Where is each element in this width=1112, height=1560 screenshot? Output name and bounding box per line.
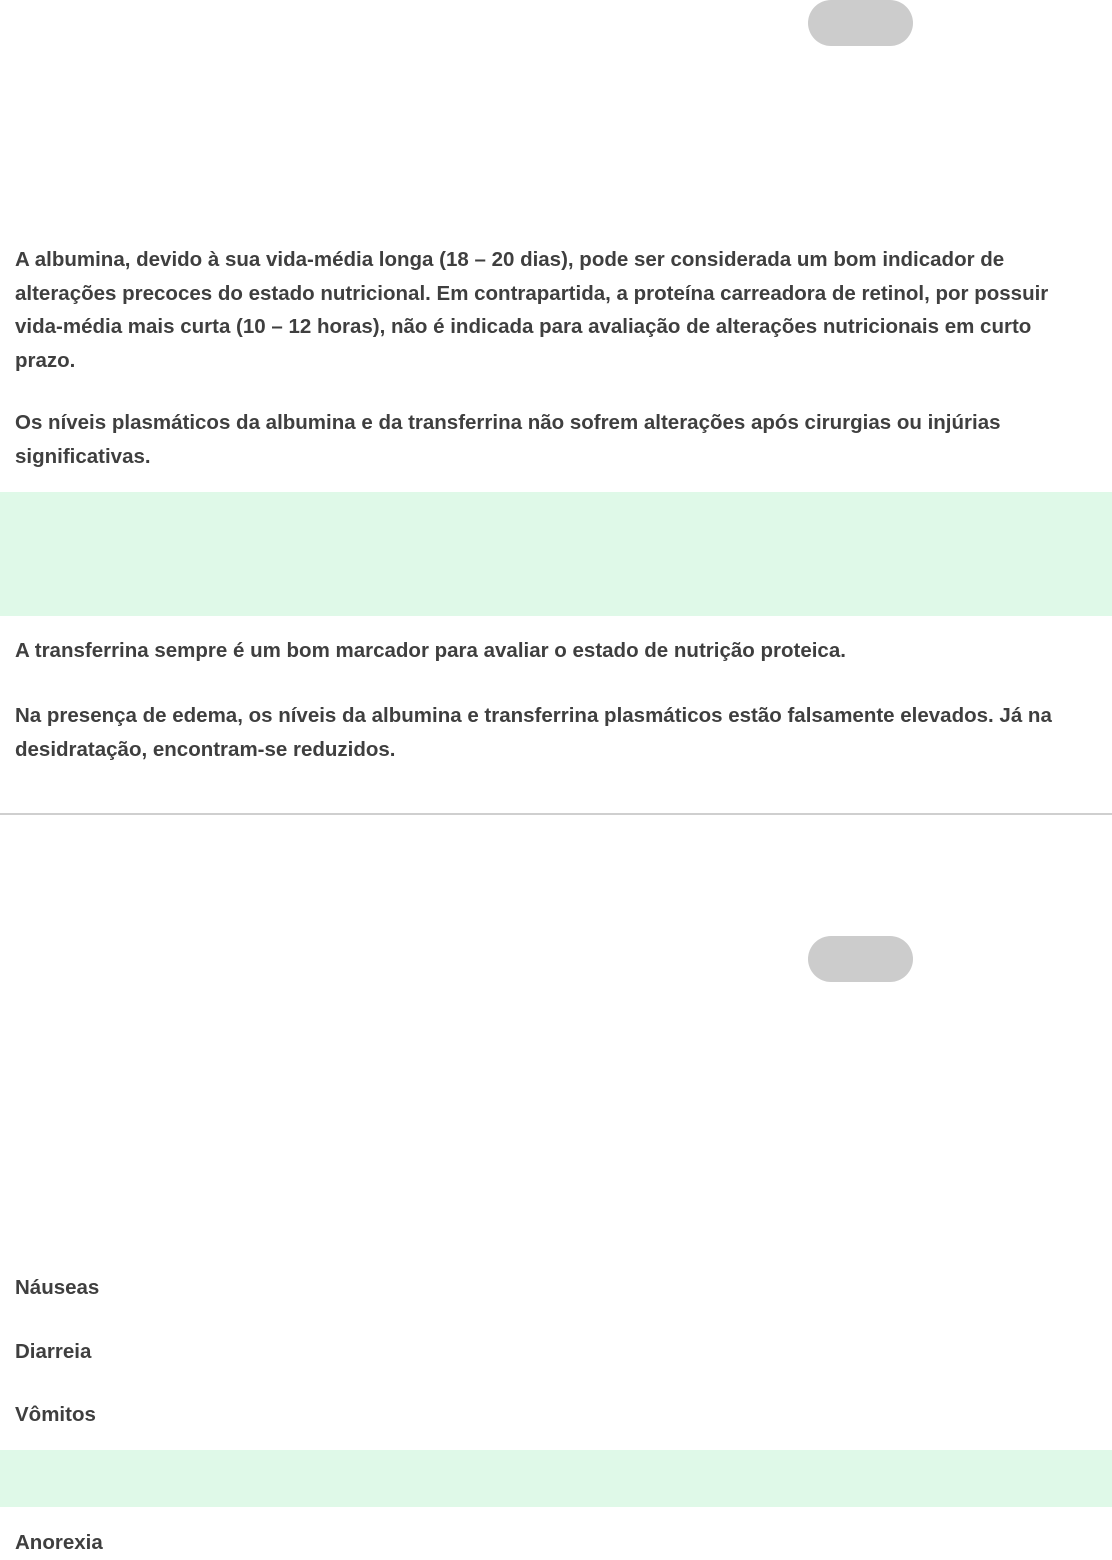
question-2-option-4[interactable]: Anorexia (15, 1531, 103, 1554)
question-2-option-2[interactable]: Diarreia (15, 1340, 92, 1363)
question-1-correct-answer-highlight (0, 492, 1112, 616)
question-1-option-1[interactable]: A albumina, devido à sua vida-média longa (18 – 20 dias), pode ser considerada um bom indicador de alterações precoces do estado nutricional. Em contrapartida, a proteína carreadora de retinol, por possuir vida-média mais curta (10 – 12 horas), não é indicada para avaliação de alterações nutricionais em curto prazo. (15, 248, 1049, 372)
question-2-score-badge (808, 936, 913, 982)
question-2-option-1[interactable]: Náuseas (15, 1276, 100, 1299)
question-2-option-3[interactable]: Vômitos (15, 1403, 96, 1426)
question-1-score-badge (808, 0, 913, 46)
question-1-option-3[interactable]: A transferrina sempre é um bom marcador para avaliar o estado de nutrição proteica. (15, 639, 846, 662)
question-2-correct-answer-highlight (0, 1450, 1112, 1507)
question-divider (0, 813, 1112, 815)
question-1-option-2[interactable]: Os níveis plasmáticos da albumina e da transferrina não sofrem alterações após cirurgias ou injúrias significativas. (15, 411, 1001, 468)
question-1-option-4[interactable]: Na presença de edema, os níveis da albumina e transferrina plasmáticos estão falsamente elevados. Já na desidratação, encontram-se reduzidos. (15, 704, 1052, 761)
